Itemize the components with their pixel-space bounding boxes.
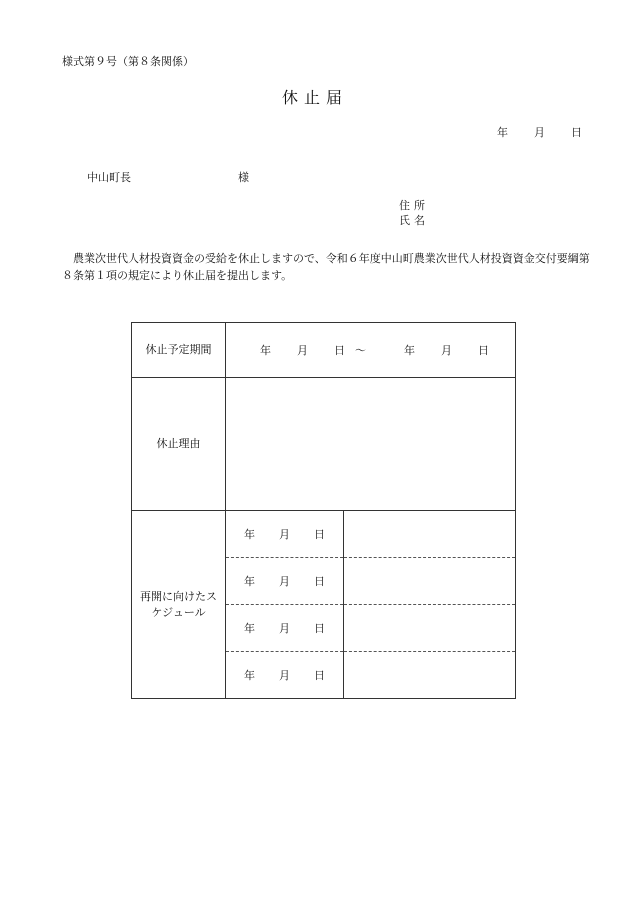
schedule-day: 日 [314, 528, 325, 541]
schedule-content[interactable] [344, 605, 516, 652]
schedule-date[interactable] [226, 511, 344, 558]
period-tilde: ～ [355, 344, 366, 357]
document-title: 休止届 [281, 88, 348, 107]
suspension-form-table [131, 322, 516, 699]
schedule-year: 年 [244, 669, 255, 682]
schedule-month: 月 [279, 575, 290, 588]
reason-value[interactable] [226, 378, 516, 511]
period-value[interactable] [226, 323, 516, 378]
period-year1: 年 [260, 344, 271, 357]
date-day-label: 日 [571, 126, 582, 139]
schedule-row [132, 511, 516, 558]
date-month-label: 月 [534, 126, 545, 139]
submission-date [497, 124, 582, 140]
period-row [132, 323, 516, 378]
name-label: 氏名 [399, 214, 429, 227]
schedule-date[interactable] [226, 652, 344, 699]
schedule-month: 月 [279, 622, 290, 635]
addressee-name: 中山町長 [87, 171, 131, 184]
schedule-month: 月 [279, 528, 290, 541]
addressee-honorific: 様 [238, 171, 249, 184]
period-month2: 月 [441, 344, 452, 357]
form-number: 様式第９号（第８条関係） [62, 55, 194, 68]
schedule-content[interactable] [344, 558, 516, 605]
schedule-date[interactable] [226, 605, 344, 652]
schedule-label-line1: 再開に向けたス [140, 589, 217, 603]
schedule-content[interactable] [344, 652, 516, 699]
schedule-year: 年 [244, 622, 255, 635]
schedule-content[interactable] [344, 511, 516, 558]
period-day2: 日 [478, 344, 489, 357]
reason-row [132, 378, 516, 511]
schedule-month: 月 [279, 669, 290, 682]
schedule-day: 日 [314, 669, 325, 682]
schedule-day: 日 [314, 575, 325, 588]
period-year2: 年 [404, 344, 415, 357]
period-day1: 日 [334, 344, 345, 357]
address-label: 住所 [399, 199, 429, 212]
body-text: 農業次世代人材投資資金の受給を休止しますので、令和６年度中山町農業次世代人材投資資金交付要綱第８条第１項の規定により休止届を提出します。 [62, 252, 590, 282]
schedule-day: 日 [314, 622, 325, 635]
schedule-year: 年 [244, 528, 255, 541]
schedule-date[interactable] [226, 558, 344, 605]
date-year-label: 年 [497, 126, 508, 139]
reason-label: 休止理由 [132, 378, 226, 511]
period-label: 休止予定期間 [132, 323, 226, 378]
period-month1: 月 [297, 344, 308, 357]
schedule-year: 年 [244, 575, 255, 588]
schedule-label [132, 511, 226, 699]
schedule-label-line2: ケジュール [151, 605, 206, 619]
